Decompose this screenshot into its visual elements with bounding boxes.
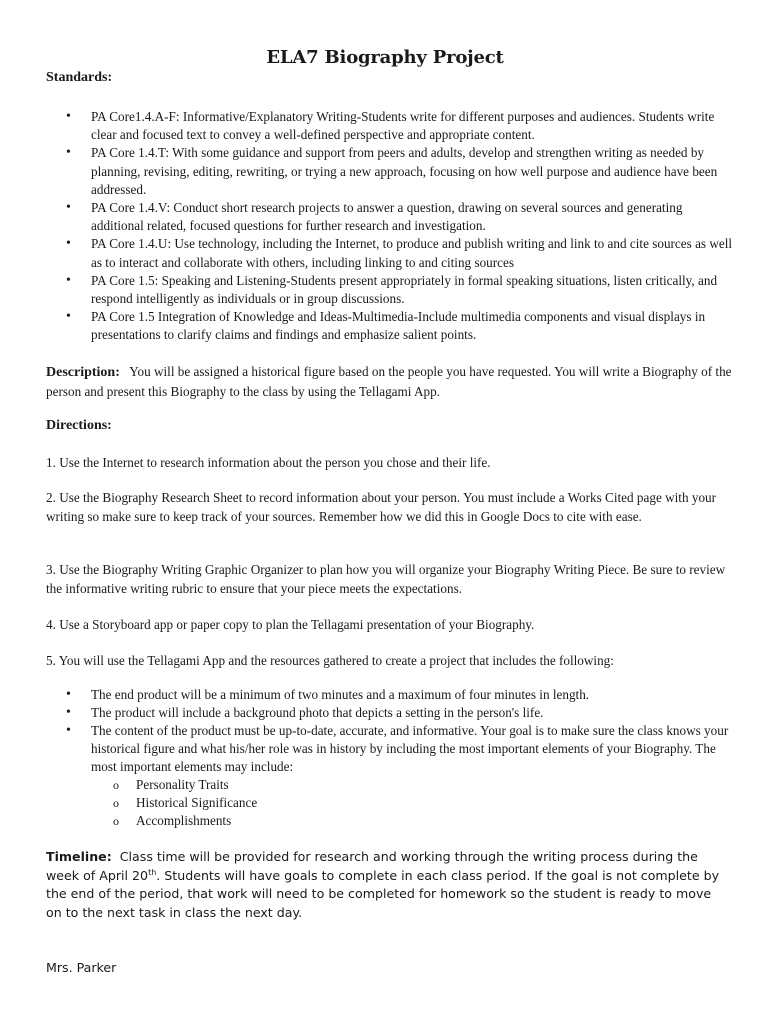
standard-item: • PA Core 1.4.V: Conduct short research projects to answer a question, drawing on several sources and generating additional related, focused questions for further research and investigation. (46, 199, 736, 235)
product-item (46, 722, 736, 830)
page-title: ELA7 Biography Project (266, 47, 504, 68)
direction-step-2: 2. Use the Biography Research Sheet to record information about your person. You must include a Works Cited page with your writing so make sure to keep track of your sources. Remember how we did this in Google Docs to cite with ease. (46, 490, 717, 524)
description-text: You will be assigned a historical figure based on the people you have requested. You will write a Biography of the person and present this Biography to the class by using the Tellagami App. (46, 364, 732, 399)
product-item-text: The content of the product must be up-to-date, accurate, and informative. Your goal is to make sure the class knows your historical figure and what his/her role was in history by including the most important elements of your Biography. The most important elements may include: (91, 723, 729, 774)
directions-heading: Directions: (46, 418, 112, 433)
footer-author: Mrs. Parker (46, 960, 117, 975)
direction-step-1: 1. Use the Internet to research information about the person you chose and their life. (46, 455, 491, 470)
timeline-paragraph (46, 848, 726, 922)
product-item: • The end product will be a minimum of two minutes and a maximum of four minutes in length. (46, 686, 736, 704)
element-item: o Accomplishments (91, 812, 736, 830)
direction-step-4: 4. Use a Storyboard app or paper copy to plan the Tellagami presentation of your Biography. (46, 617, 535, 632)
standards-list (46, 108, 736, 345)
elements-list (91, 776, 736, 830)
description-paragraph (46, 363, 736, 401)
element-item: o Personality Traits (91, 776, 736, 794)
standard-item: • PA Core1.4.A-F: Informative/Explanatory Writing-Students write for different purposes and audiences. Students write clear and focused text to convey a well-defined perspective and appropriate content. (46, 108, 736, 144)
timeline-superscript: th (148, 867, 157, 877)
timeline-text-after: . Students will have goals to complete in each class period. If the goal is not complete by the end of the period, that work will need to be completed for homework so the student is ready to move on to the next task in class the next day. (46, 867, 720, 920)
description-label: Description: (46, 365, 120, 380)
standard-item: • PA Core 1.5 Integration of Knowledge and Ideas-Multimedia-Include multimedia components and visual displays in presentations to clarify claims and findings and emphasize salient points. (46, 308, 736, 344)
timeline-text-before: Class time will be provided for research and working through the writing process during the week of April 20 (46, 849, 698, 883)
element-item: o Historical Significance (91, 794, 736, 812)
product-item: • The product will include a background photo that depicts a setting in the person's life. (46, 704, 736, 722)
standards-heading: Standards: (46, 70, 113, 85)
product-requirements-list (46, 686, 736, 830)
timeline-label: Timeline: (46, 849, 112, 864)
standard-item: • PA Core 1.4.T: With some guidance and support from peers and adults, develop and strengthen writing as needed by planning, revising, editing, rewriting, or trying a new approach, focusing on how well purpose and audience have been addressed. (46, 144, 736, 199)
direction-step-3: 3. Use the Biography Writing Graphic Organizer to plan how you will organize your Biography Writing Piece. Be sure to review the informative writing rubric to ensure that your piece meets the expectations. (46, 562, 726, 596)
standard-item: • PA Core 1.5: Speaking and Listening-Students present appropriately in formal speaking situations, listen critically, and respond intelligently as individuals or in group discussions. (46, 272, 736, 308)
standard-item: • PA Core 1.4.U: Use technology, including the Internet, to produce and publish writing and link to and cite sources as well as to interact and collaborate with others, including linking to and citing sources (46, 235, 736, 271)
direction-step-5: 5. You will use the Tellagami App and the resources gathered to create a project that includes the following: (46, 653, 614, 668)
